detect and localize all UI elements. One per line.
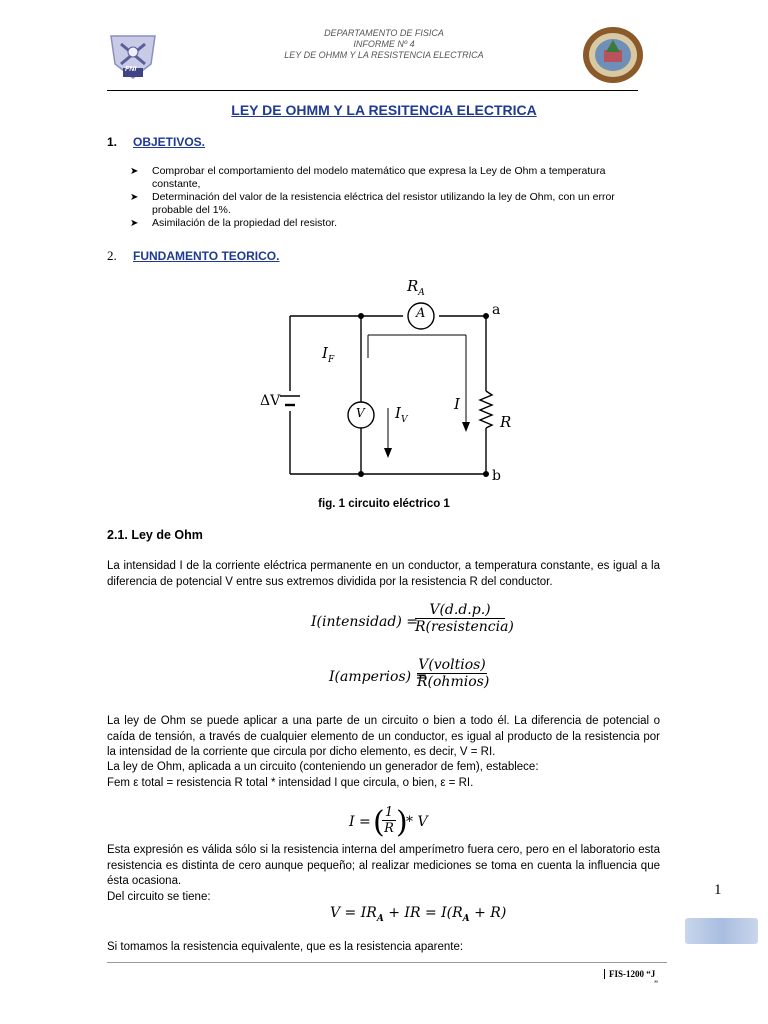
footer-code-continuation: ” xyxy=(654,979,658,989)
current-i-label: I xyxy=(454,395,460,413)
paragraph: Del circuito se tiene: xyxy=(107,891,211,903)
voltage-source-label: ΔV xyxy=(260,393,281,409)
arrow-bullet-icon: ➤ xyxy=(130,192,139,203)
formula-part: + IR = I(R xyxy=(383,905,463,921)
ra-subscript: A xyxy=(418,288,425,298)
header-report-number: INFORME Nº 4 xyxy=(353,39,415,49)
ammeter-resistance-label xyxy=(407,277,425,298)
paragraph: Esta expresión es válida sólo si la resistencia interna del amperímetro fuera cero, pero en el laboratorio esta resistencia es distinta de cero aunque pequeño; al realizar mediciones se toma en cuenta la influencia que ésta ocasiona. xyxy=(107,844,660,887)
list-item-text: Determinación del valor de la resistencia eléctrica del resistor utilizando la ley de Ohm, con un error probable del 1%. xyxy=(152,191,615,216)
formula-numerator: 1 xyxy=(384,805,394,820)
formula-subscript: A xyxy=(376,913,384,924)
header-report-title: LEY DE OHMM Y LA RESISTENCIA ELECTRICA xyxy=(284,50,484,60)
section-theory-heading xyxy=(107,248,279,264)
objectives-list xyxy=(130,165,650,230)
if-symbol: I xyxy=(322,344,328,362)
if-subscript: F xyxy=(327,355,335,365)
list-item-text: Asimilación de la propiedad del resistor. xyxy=(152,217,338,229)
subsection-heading: 2.1. Ley de Ohm xyxy=(107,528,203,542)
formula-ohm-units xyxy=(329,657,499,701)
formula-part: + R) xyxy=(469,905,507,921)
formula-lhs: I(intensidad) = xyxy=(311,614,418,630)
paragraph: La intensidad I de la corriente eléctrica permanente en un conductor, a temperatura constante, es igual a la diferencia de potencial V entre sus extremos dividida por la resistencia R del conductor. xyxy=(107,560,660,588)
formula-rhs: * V xyxy=(406,814,428,830)
formula-lhs: I = xyxy=(349,814,371,830)
arrow-bullet-icon: ➤ xyxy=(130,166,139,177)
paragraph: La ley de Ohm, aplicada a un circuito (conteniendo un generador de fem), establece: xyxy=(107,761,539,773)
list-item xyxy=(130,191,650,217)
formula-circuit-voltage xyxy=(330,905,506,924)
left-paren: ( xyxy=(373,805,385,840)
section-number: 2. xyxy=(107,248,117,263)
section-number: 1. xyxy=(107,135,118,149)
node-a-label: a xyxy=(492,302,501,318)
ra-symbol: R xyxy=(407,277,419,295)
formula-denominator: R xyxy=(382,820,396,836)
formula-fraction xyxy=(415,602,514,635)
paragraph: La ley de Ohm se puede aplicar a una parte de un circuito o bien a todo él. La diferencia de potencial o caída de tensión, a través de cualquier elemento de un conductor, es igual al producto de la resistencia por la intensidad de la corriente que circula por dicho elemento, es decir, V = RI. xyxy=(107,715,660,758)
formula-denominator: R(resistencia) xyxy=(415,619,514,635)
header-department: DEPARTAMENTO DE FISICA xyxy=(324,28,444,38)
arrow-bullet-icon: ➤ xyxy=(130,218,139,229)
footer-tab-decoration xyxy=(685,918,758,944)
formula-ohm-intensity xyxy=(311,602,514,646)
formula-part: V = IR xyxy=(330,905,377,921)
ammeter-symbol: A xyxy=(416,306,426,321)
circuit-diagram xyxy=(258,278,520,488)
footer-course-code xyxy=(604,969,658,989)
iv-symbol: I xyxy=(395,404,401,422)
right-paren: ) xyxy=(396,805,408,840)
iv-subscript: V xyxy=(400,415,408,425)
footer-code-text: FIS-1200 “J xyxy=(604,969,655,979)
header-divider xyxy=(107,90,638,91)
current-iv-label xyxy=(395,404,407,425)
formula-fraction xyxy=(417,657,490,690)
footer-divider xyxy=(107,962,667,963)
formula-numerator: V(d.d.p.) xyxy=(429,602,491,618)
formula-lhs: I(amperios) = xyxy=(329,669,428,685)
figure-caption: fig. 1 circuito eléctrico 1 xyxy=(318,498,450,510)
paragraph: Si tomamos la resistencia equivalente, que es la resistencia aparente: xyxy=(107,941,464,953)
formula-denominator: R(ohmios) xyxy=(417,674,490,690)
paragraph: Fem ε total = resistencia R total * intensidad I que circula, o bien, ε = RI. xyxy=(107,777,474,789)
current-if-label xyxy=(322,344,334,365)
section-title: FUNDAMENTO TEORICO. xyxy=(133,249,280,263)
formula-fraction xyxy=(382,805,396,836)
list-item xyxy=(130,217,650,230)
resistor-label: R xyxy=(500,413,512,431)
page-number: 1 xyxy=(714,882,722,898)
document-title: LEY DE OHMM Y LA RESITENCIA ELECTRICA xyxy=(231,102,537,118)
section-objectives-heading xyxy=(107,135,205,149)
list-item xyxy=(130,165,650,191)
list-item-text: Comprobar el comportamiento del modelo matemático que expresa la Ley de Ohm a temperatura constante, xyxy=(152,165,606,190)
formula-ohm-reciprocal xyxy=(349,801,439,845)
node-b-label: b xyxy=(492,468,501,484)
section-title: OBJETIVOS. xyxy=(133,135,206,149)
faculty-logo-text: FNI xyxy=(125,66,137,73)
voltmeter-symbol: V xyxy=(356,406,365,420)
formula-numerator: V(voltios) xyxy=(418,657,486,673)
formula-subscript: A xyxy=(462,913,470,924)
